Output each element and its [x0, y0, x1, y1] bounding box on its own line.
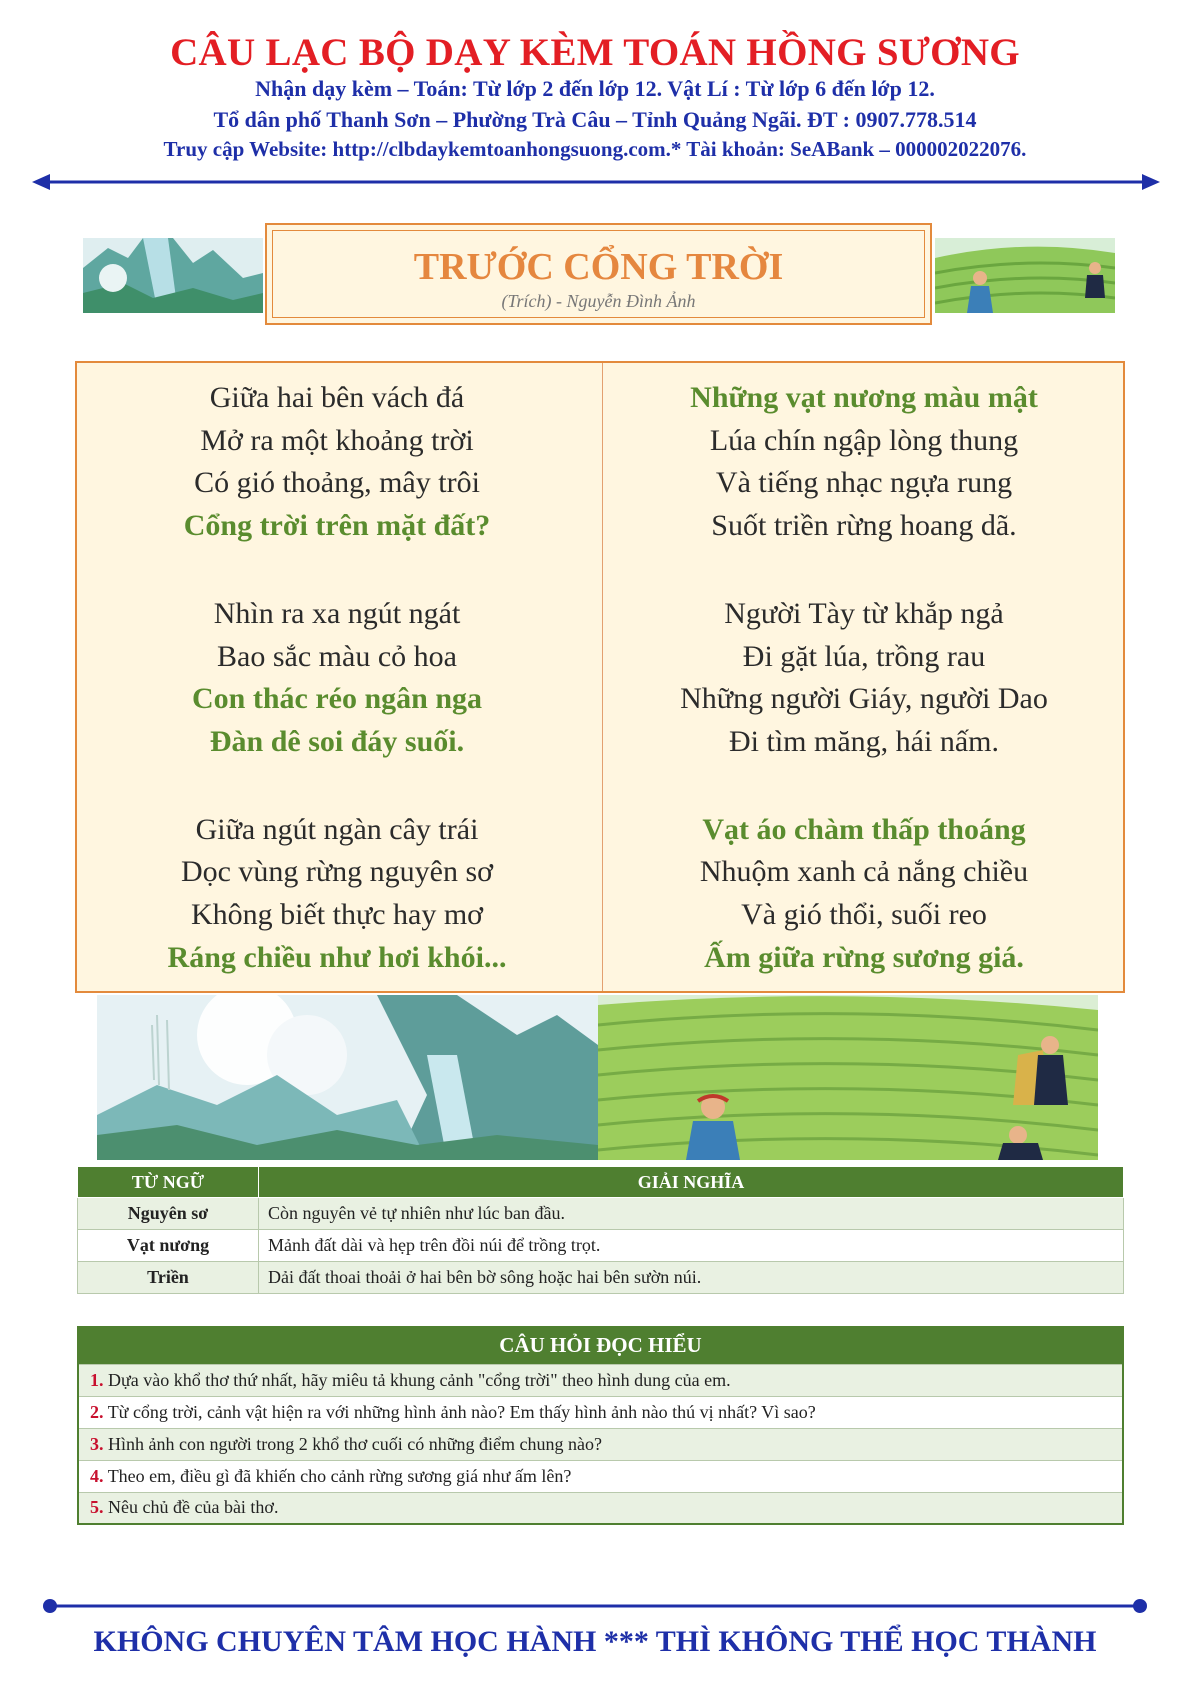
poem-line-highlight: Ấm giữa rừng sương giá.: [704, 940, 1024, 974]
poem-title-box: [265, 223, 932, 325]
poem-line: Giữa hai bên vách đá: [209, 381, 465, 414]
question-text: Hình ảnh con người trong 2 khổ thơ cuối có những điểm chung nào?: [108, 1433, 602, 1454]
poem-author: (Trích) - Nguyễn Đình Ảnh: [501, 291, 696, 311]
reading-questions-table: [77, 1326, 1124, 1525]
vocab-row: [78, 1198, 1124, 1230]
vocab-header-term: TỪ NGỮ: [78, 1167, 259, 1198]
poem-stanza: [77, 593, 597, 764]
poem-line: Đi tìm măng, hái nấm.: [729, 724, 999, 758]
vocab-term: Triền: [78, 1262, 259, 1294]
question-number: 1.: [90, 1369, 104, 1390]
poem-stanza: [77, 809, 597, 980]
poem-line: Không biết thực hay mơ: [190, 898, 484, 932]
poem-stanza: [77, 377, 597, 548]
poem-line: Nhuộm xanh cả nắng chiều: [699, 855, 1029, 889]
footer-motto: KHÔNG CHUYÊN TÂM HỌC HÀNH *** THÌ KHÔNG THỂ HỌC THÀNH: [93, 1625, 1097, 1658]
poem-line: Và gió thổi, suối reo: [741, 898, 987, 932]
poem-line: Đi gặt lúa, trồng rau: [742, 639, 986, 673]
poem-line: Giữa ngút ngàn cây trái: [195, 812, 479, 846]
poem-line: Mở ra một khoảng trời: [200, 423, 474, 457]
question-row: [78, 1364, 1123, 1396]
question-number: 2.: [90, 1401, 104, 1422]
question-cell: [78, 1364, 1123, 1396]
question-row: [78, 1396, 1123, 1428]
question-text: Theo em, điều gì đã khiến cho cảnh rừng sương giá như ấm lên?: [107, 1465, 572, 1486]
header-divider-arrow: [32, 172, 1160, 192]
vocabulary-table: [77, 1166, 1124, 1294]
poem-line: Lúa chín ngập lòng thung: [709, 423, 1019, 457]
waterfall-illustration: [97, 995, 598, 1160]
vocab-row: [78, 1262, 1124, 1294]
poem-line: Những người Giáy, người Dao: [680, 682, 1048, 716]
poem-line: Có gió thoảng, mây trôi: [194, 466, 480, 500]
poem-line: Suốt triền rừng hoang dã.: [711, 509, 1017, 543]
question-cell: [78, 1492, 1123, 1524]
header-address: Tổ dân phố Thanh Sơn – Phường Trà Câu – Tỉnh Quảng Ngãi. ĐT : 0907.778.514: [213, 107, 977, 132]
vocab-meaning: Mảnh đất dài và hẹp trên đồi núi để trồng trọt.: [259, 1230, 1124, 1262]
question-number: 3.: [90, 1433, 104, 1454]
question-number: 5.: [90, 1497, 104, 1518]
poem-line-highlight: Con thác réo ngân nga: [191, 682, 483, 716]
question-cell: [78, 1396, 1123, 1428]
footer-divider-line: [42, 1598, 1148, 1614]
poem-line-highlight: Ráng chiều như hơi khói...: [167, 940, 507, 974]
poem-box: [75, 361, 1125, 993]
question-cell: [78, 1428, 1123, 1460]
header-services: Nhận dạy kèm – Toán: Từ lớp 2 đến lớp 12. Vật Lí : Từ lớp 6 đến lớp 12.: [255, 76, 935, 101]
question-cell: [78, 1460, 1123, 1492]
vocab-row: [78, 1230, 1124, 1262]
vocab-header-meaning: GIẢI NGHĨA: [259, 1167, 1124, 1198]
poem-stanza: [604, 377, 1124, 548]
poem-line: Và tiếng nhạc ngựa rung: [715, 466, 1013, 500]
vocab-term: Vạt nương: [78, 1230, 259, 1262]
poem-line-highlight: Đàn dê soi đáy suối.: [209, 724, 465, 758]
field-scene-small: [935, 238, 1115, 313]
question-text: Dựa vào khổ thơ thứ nhất, hãy miêu tả khung cảnh "cổng trời" theo hình dung của em.: [108, 1369, 731, 1390]
poem-line: Nhìn ra xa ngút ngát: [213, 596, 461, 630]
question-row: [78, 1460, 1123, 1492]
poem-line: Dọc vùng rừng nguyên sơ: [180, 855, 494, 889]
poem-title: TRƯỚC CỔNG TRỜI: [413, 246, 784, 288]
questions-title: CÂU HỎI ĐỌC HIỂU: [78, 1327, 1123, 1364]
question-text: Nêu chủ đề của bài thơ.: [108, 1497, 279, 1518]
header-website: Truy cập Website: http://clbdaykemtoanhongsuong.com.* Tài khoản: SeABank – 000002022076.: [163, 137, 1027, 161]
question-text: Từ cổng trời, cảnh vật hiện ra với những hình ảnh nào? Em thấy hình ảnh nào thú vị nhất? Vì sao?: [107, 1401, 816, 1422]
poem-line-highlight: Những vạt nương màu mật: [690, 381, 1038, 414]
poem-line: Người Tày từ khắp ngả: [724, 596, 1004, 630]
cliff-scene-small: [83, 238, 263, 313]
rice-field-illustration: [598, 995, 1098, 1160]
poem-line-highlight: Vạt áo chàm thấp thoáng: [702, 812, 1026, 846]
club-name: CÂU LẠC BỘ DẠY KÈM TOÁN HỒNG SƯƠNG: [170, 31, 1020, 74]
question-row: [78, 1428, 1123, 1460]
poem-left-column: [77, 377, 597, 1024]
question-number: 4.: [90, 1465, 104, 1486]
vocab-meaning: Còn nguyên vẻ tự nhiên như lúc ban đầu.: [259, 1198, 1124, 1230]
vocab-meaning: Dải đất thoai thoải ở hai bên bờ sông hoặc hai bên sườn núi.: [259, 1262, 1124, 1294]
poem-right-column: [604, 377, 1124, 1024]
poem-stanza: [604, 809, 1124, 980]
poem-line: Bao sắc màu cỏ hoa: [217, 639, 457, 673]
vocab-term: Nguyên sơ: [78, 1198, 259, 1230]
poem-line-highlight: Cổng trời trên mặt đất?: [183, 509, 491, 543]
poem-stanza: [604, 593, 1124, 764]
question-row: [78, 1492, 1123, 1524]
